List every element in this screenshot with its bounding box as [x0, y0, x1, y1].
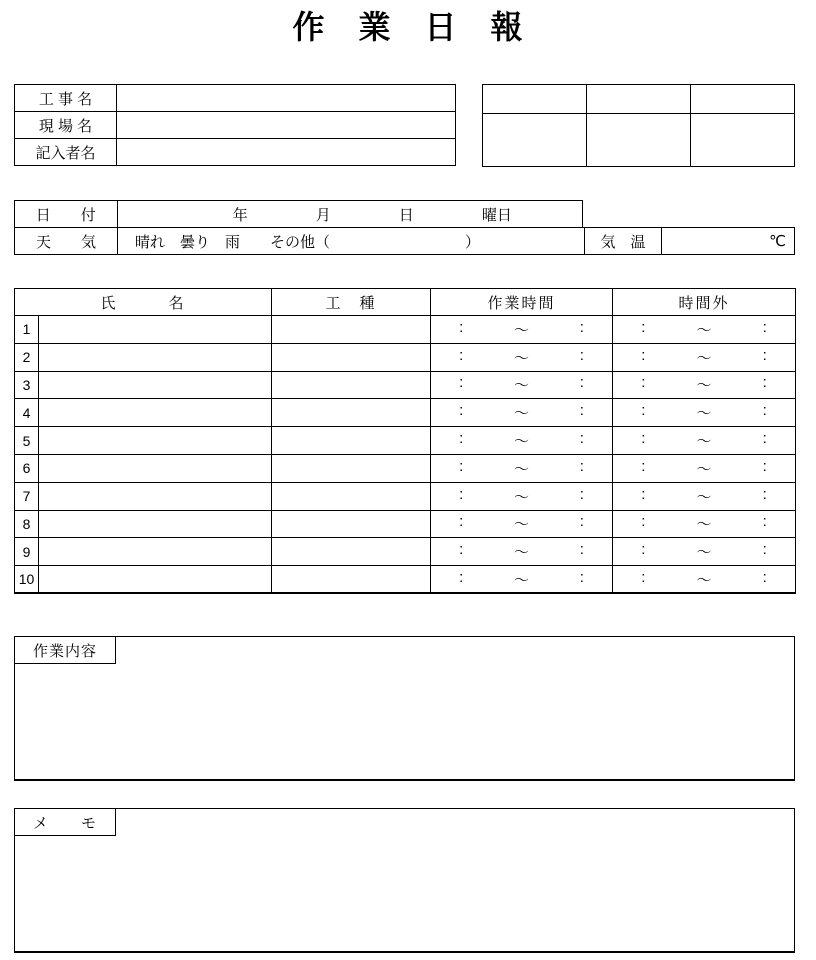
work-hours-input[interactable] — [431, 371, 613, 399]
overtime-input[interactable] — [613, 399, 796, 427]
celsius-unit-label: ℃ — [769, 233, 786, 250]
worker-row — [15, 399, 796, 427]
colon-separator: : — [459, 318, 464, 336]
work-hours-input[interactable] — [431, 343, 613, 371]
work-type-input[interactable] — [272, 454, 431, 482]
weekday-unit-label: 曜日 — [481, 206, 512, 224]
worker-row — [15, 454, 796, 482]
worker-table — [14, 288, 796, 594]
stamp-title-cell[interactable] — [691, 85, 795, 114]
work-hours-input[interactable] — [431, 482, 613, 510]
worker-row — [15, 316, 796, 344]
tilde-separator: ～ — [696, 321, 712, 339]
overtime-column-header: 時間外 — [613, 289, 796, 316]
tilde-separator: ～ — [514, 349, 530, 367]
tilde-separator: ～ — [696, 571, 712, 589]
colon-separator: : — [762, 485, 767, 503]
work-hours-input[interactable] — [431, 316, 613, 344]
colon-separator: : — [579, 374, 584, 392]
work-hours-input[interactable] — [431, 454, 613, 482]
colon-separator: : — [641, 541, 646, 559]
colon-separator: : — [762, 346, 767, 364]
colon-separator: : — [579, 346, 584, 364]
colon-separator: : — [459, 430, 464, 448]
project-info-table — [14, 84, 456, 166]
work-content-label: 作業内容 — [14, 636, 116, 664]
worker-name-input[interactable] — [39, 316, 272, 344]
worker-name-input[interactable] — [39, 454, 272, 482]
colon-separator: : — [641, 457, 646, 475]
worker-row — [15, 538, 796, 566]
row-number: 1 — [15, 316, 39, 344]
year-unit-label: 年 — [232, 206, 248, 224]
weather-label: 天 気 — [35, 233, 96, 251]
date-row — [14, 200, 583, 227]
work-type-input[interactable] — [272, 399, 431, 427]
tilde-separator: ～ — [696, 516, 712, 534]
overtime-input[interactable] — [613, 538, 796, 566]
overtime-input[interactable] — [613, 371, 796, 399]
work-hours-input[interactable] — [431, 510, 613, 538]
colon-separator: : — [579, 402, 584, 420]
stamp-title-cell[interactable] — [587, 85, 691, 114]
date-label: 日 付 — [35, 206, 96, 224]
work-type-input[interactable] — [272, 482, 431, 510]
construction-name-input[interactable] — [117, 85, 456, 112]
work-type-input[interactable] — [272, 371, 431, 399]
overtime-input[interactable] — [613, 343, 796, 371]
tilde-separator: ～ — [696, 349, 712, 367]
worker-row — [15, 482, 796, 510]
tilde-separator: ～ — [514, 377, 530, 395]
day-unit-label: 日 — [398, 206, 414, 224]
temperature-label: 気 温 — [584, 228, 661, 254]
tilde-separator: ～ — [514, 460, 530, 478]
colon-separator: : — [641, 402, 646, 420]
work-hours-input[interactable] — [431, 399, 613, 427]
stamp-cell[interactable] — [691, 114, 795, 167]
tilde-separator: ～ — [696, 433, 712, 451]
tilde-separator: ～ — [514, 433, 530, 451]
colon-separator: : — [579, 541, 584, 559]
work-hours-column-header: 作業時間 — [431, 289, 613, 316]
recorder-name-label: 記入者名 — [15, 139, 117, 166]
worker-name-input[interactable] — [39, 566, 272, 594]
colon-separator: : — [459, 485, 464, 503]
memo-label: メ モ — [14, 808, 116, 836]
table-row — [15, 112, 456, 139]
row-number: 4 — [15, 399, 39, 427]
weather-options-input[interactable]: 晴れ 曇り 雨 その他（ ） — [117, 228, 584, 254]
worker-row — [15, 510, 796, 538]
tilde-separator: ～ — [514, 405, 530, 423]
colon-separator: : — [579, 568, 584, 586]
form-title: 作 業 日 報 — [292, 9, 524, 45]
overtime-input[interactable] — [613, 482, 796, 510]
colon-separator: : — [762, 568, 767, 586]
colon-separator: : — [762, 430, 767, 448]
colon-separator: : — [459, 346, 464, 364]
row-number: 5 — [15, 427, 39, 455]
tilde-separator: ～ — [696, 488, 712, 506]
colon-separator: : — [641, 346, 646, 364]
tilde-separator: ～ — [514, 571, 530, 589]
memo-area[interactable] — [14, 808, 795, 953]
stamp-title-cell[interactable] — [483, 85, 587, 114]
worker-name-input[interactable] — [39, 482, 272, 510]
overtime-input[interactable] — [613, 566, 796, 594]
work-type-input[interactable] — [272, 566, 431, 594]
tilde-separator: ～ — [696, 377, 712, 395]
worker-row — [15, 427, 796, 455]
colon-separator: : — [641, 430, 646, 448]
table-row — [15, 139, 456, 166]
recorder-name-input[interactable] — [117, 139, 456, 166]
worker-name-input[interactable] — [39, 538, 272, 566]
table-row — [15, 85, 456, 112]
colon-separator: : — [579, 318, 584, 336]
month-unit-label: 月 — [315, 206, 331, 224]
colon-separator: : — [641, 318, 646, 336]
stamp-cell[interactable] — [483, 114, 587, 167]
worker-table-header-row — [15, 289, 796, 316]
work-type-input[interactable] — [272, 316, 431, 344]
worker-row — [15, 343, 796, 371]
row-number: 3 — [15, 371, 39, 399]
overtime-input[interactable] — [613, 510, 796, 538]
approval-stamp-table — [482, 84, 795, 167]
colon-separator: : — [579, 485, 584, 503]
work-type-input[interactable] — [272, 343, 431, 371]
overtime-input[interactable] — [613, 454, 796, 482]
colon-separator: : — [641, 568, 646, 586]
colon-separator: : — [762, 402, 767, 420]
name-column-header: 氏 名 — [15, 289, 272, 316]
work-hours-input[interactable] — [431, 427, 613, 455]
date-input[interactable] — [117, 201, 582, 227]
worker-row — [15, 371, 796, 399]
work-content-area[interactable] — [14, 636, 795, 781]
colon-separator: : — [459, 541, 464, 559]
tilde-separator: ～ — [514, 321, 530, 339]
colon-separator: : — [641, 485, 646, 503]
worker-name-input[interactable] — [39, 343, 272, 371]
work-hours-input[interactable] — [431, 566, 613, 594]
worker-row — [15, 566, 796, 594]
tilde-separator: ～ — [514, 516, 530, 534]
table-row — [483, 114, 795, 167]
colon-separator: : — [641, 513, 646, 531]
row-number: 6 — [15, 454, 39, 482]
table-row — [483, 85, 795, 114]
colon-separator: : — [459, 457, 464, 475]
overtime-input[interactable] — [613, 316, 796, 344]
colon-separator: : — [459, 568, 464, 586]
colon-separator: : — [579, 513, 584, 531]
colon-separator: : — [459, 513, 464, 531]
worker-name-input[interactable] — [39, 371, 272, 399]
colon-separator: : — [762, 374, 767, 392]
overtime-input[interactable] — [613, 427, 796, 455]
colon-separator: : — [459, 374, 464, 392]
tilde-separator: ～ — [696, 544, 712, 562]
worker-name-input[interactable] — [39, 427, 272, 455]
colon-separator: : — [641, 374, 646, 392]
work-type-input[interactable] — [272, 510, 431, 538]
row-number: 2 — [15, 343, 39, 371]
colon-separator: : — [762, 457, 767, 475]
temperature-input[interactable] — [661, 228, 794, 254]
work-hours-input[interactable] — [431, 538, 613, 566]
worker-name-input[interactable] — [39, 399, 272, 427]
row-number: 10 — [15, 566, 39, 594]
worker-name-input[interactable] — [39, 510, 272, 538]
tilde-separator: ～ — [514, 488, 530, 506]
work-type-input[interactable] — [272, 538, 431, 566]
colon-separator: : — [762, 513, 767, 531]
work-type-column-header: 工 種 — [272, 289, 431, 316]
construction-name-label: 工 事 名 — [15, 85, 117, 112]
stamp-cell[interactable] — [587, 114, 691, 167]
row-number: 7 — [15, 482, 39, 510]
weather-row — [14, 227, 795, 255]
colon-separator: : — [579, 457, 584, 475]
tilde-separator: ～ — [514, 544, 530, 562]
colon-separator: : — [762, 541, 767, 559]
colon-separator: : — [579, 430, 584, 448]
row-number: 9 — [15, 538, 39, 566]
site-name-input[interactable] — [117, 112, 456, 139]
row-number: 8 — [15, 510, 39, 538]
colon-separator: : — [459, 402, 464, 420]
colon-separator: : — [762, 318, 767, 336]
tilde-separator: ～ — [696, 405, 712, 423]
work-type-input[interactable] — [272, 427, 431, 455]
site-name-label: 現 場 名 — [15, 112, 117, 139]
tilde-separator: ～ — [696, 460, 712, 478]
